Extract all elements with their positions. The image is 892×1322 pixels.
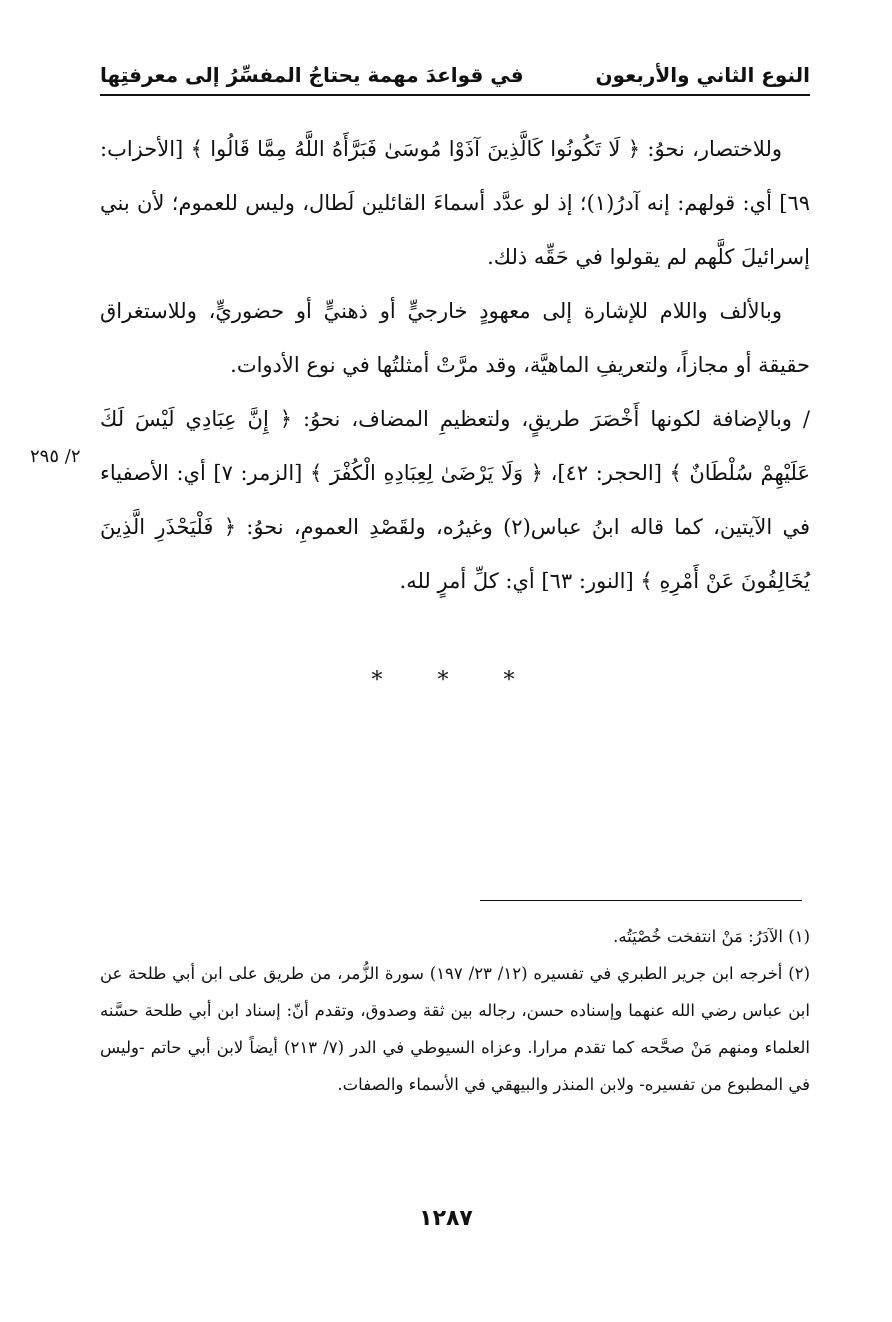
header-rule — [100, 94, 810, 96]
book-section-title: في قواعدَ مهمة يحتاجُ المفسِّرُ إلى معرفتِها — [100, 63, 524, 87]
paragraph-alif-lam: وبالألف واللام للإشارة إلى معهودٍ خارجيٍّ أو ذهنيٍّ أو حضوريٍّ، وللاستغراق حقيقة أو مجازاً، ولتعريفِ الماهيَّة، وقد مرَّتْ أمثلتُها في نوع الأدوات. — [100, 299, 810, 377]
paragraph-brevity: وللاختصار، نحوُ: ﴿ لَا تَكُونُوا كَالَّذِينَ آذَوْا مُوسَىٰ فَبَرَّأَهُ اللَّهُ مِمَّا قَالُوا ﴾ [الأحزاب: ٦٩] أي: قولهم: إنه آدرُ(١)؛ إذ لو عدَّد أسماءَ القائلين لَطال، وليس للعموم؛ لأن بني إسرائيلَ كلَّهم لم يقولوا في حَقِّه ذلك. — [100, 137, 811, 269]
main-text — [100, 122, 810, 608]
margin-page-reference: ٢/ ٢٩٥ — [30, 446, 81, 467]
page-number: ١٢٨٧ — [419, 1206, 473, 1231]
footnotes — [100, 918, 810, 1103]
footnote-rule — [480, 900, 802, 901]
footnote-1: (١) الآدَرُ: مَنْ انتفخت خُصْيَتُه. — [613, 927, 810, 946]
chapter-title: النوع الثاني والأربعون — [595, 63, 810, 87]
section-separator: * * * — [371, 668, 539, 693]
running-header — [100, 58, 810, 92]
paragraph-idafa: / وبالإضافة لكونها أَخْصَرَ طريقٍ، ولتعظيمِ المضاف، نحوُ: ﴿ إِنَّ عِبَادِي لَيْسَ لَكَ عَلَيْهِمْ سُلْطَانٌ ﴾ [الحجر: ٤٢]، ﴿ وَلَا يَرْضَىٰ لِعِبَادِهِ الْكُفْرَ ﴾ [الزمر: ٧] أي: الأصفياء في الآيتين، كما قاله ابنُ عباس(٢) وغيرُه، ولقَصْدِ العمومِ، نحوُ: ﴿ فَلْيَحْذَرِ الَّذِينَ يُخَالِفُونَ عَنْ أَمْرِهِ ﴾ [النور: ٦٣] أي: كلِّ أمرٍ لله. — [100, 407, 811, 593]
footnote-2: (٢) أخرجه ابن جرير الطبري في تفسيره (١٢/ ٢٣/ ١٩٧) سورة الزُّمر، من طريق على ابن أبي طلحة عن ابن عباس رضي الله عنهما وإسناده حسن، رجاله بين ثقة وصدوق، وتقدم أنّ: إسناد ابن أبي طلحة حسَّنه العلماء ومنهم مَنْ صحَّحه كما تقدم مرارا. وعزاه السيوطي في الدر (٧/ ٢١٣) أيضاً لابن أبي حاتم -وليس في المطبوع من تفسيره- ولابن المنذر والبيهقي في الأسماء والصفات. — [100, 964, 810, 1094]
